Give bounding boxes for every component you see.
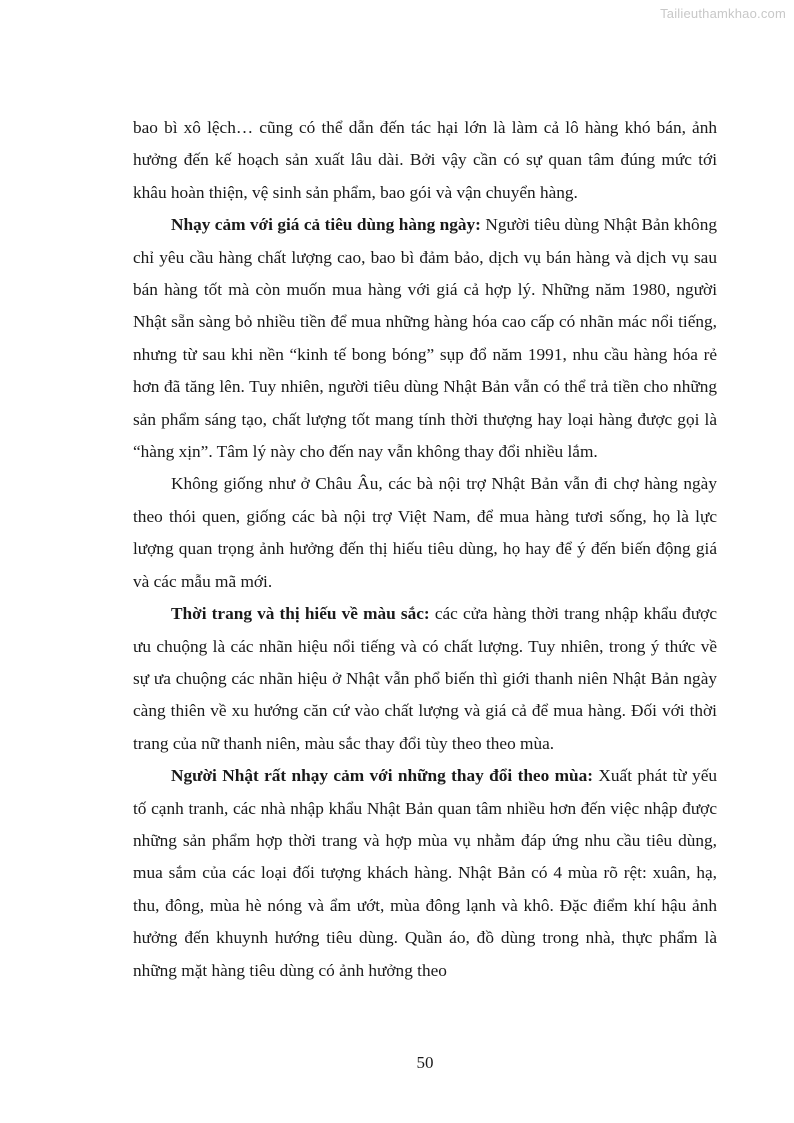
watermark-text: Tailieuthamkhao.com [660,6,786,21]
paragraph-price-sensitivity [133,209,717,468]
paragraph-seasonal-changes [133,760,717,987]
paragraph-text: bao bì xô lệch… cũng có thể dẫn đến tác hại lớn là làm cả lô hàng khó bán, ảnh hưởng đến kế hoạch sản xuất lâu dài. Bởi vậy cần có sự quan tâm đúng mức tới khâu hoàn thiện, vệ sinh sản phẩm, bao gói và vận chuyển hàng. [133,118,717,202]
paragraph-heading: Nhạy cảm với giá cả tiêu dùng hàng ngày: [171,215,481,235]
paragraph-heading: Thời trang và thị hiếu về màu sắc: [171,604,430,624]
paragraph-fashion-colors [133,598,717,760]
paragraph-text: Xuất phát từ yếu tố cạnh tranh, các nhà nhập khẩu Nhật Bản quan tâm nhiều hơn đến việc nhập được những sản phẩm hợp thời trang và hợp mùa vụ nhằm đáp ứng nhu cầu tiêu dùng, mua sắm của các loại đối tượng khách hàng. Nhật Bản có 4 mùa rõ rệt: xuân, hạ, thu, đông, mùa hè nóng và ẩm ướt, mùa đông lạnh và khô. Đặc điểm khí hậu ảnh hưởng đến khuynh hướng tiêu dùng. Quần áo, đồ dùng trong nhà, thực phẩm là những mặt hàng tiêu dùng có ảnh hưởng theo [133,766,717,980]
page-number: 50 [416,1053,434,1072]
paragraph-heading: Người Nhật rất nhạy cảm với những thay đổi theo mùa: [171,766,594,786]
paragraph-continuation [133,112,717,209]
paragraph-text: Không giống như ở Châu Âu, các bà nội trợ Nhật Bản vẫn đi chợ hàng ngày theo thói quen, giống các bà nội trợ Việt Nam, để mua hàng tươi sống, họ là lực lượng quan trọng ảnh hưởng đến thị hiếu tiêu dùng, họ hay để ý đến biến động giá và các mẫu mã mới. [133,474,717,591]
paragraph-housewives [133,468,717,598]
paragraph-text: Người tiêu dùng Nhật Bản không chỉ yêu cầu hàng chất lượng cao, bao bì đảm bảo, dịch vụ bán hàng và dịch vụ sau bán hàng tốt mà còn muốn mua hàng với giá cả hợp lý. Những năm 1980, người Nhật sẵn sàng bỏ nhiều tiền để mua những hàng hóa cao cấp có nhãn mác nổi tiếng, nhưng từ sau khi nền “kinh tế bong bóng” sụp đổ năm 1991, nhu cầu hàng hóa rẻ hơn đã tăng lên. Tuy nhiên, người tiêu dùng Nhật Bản vẫn có thể trả tiền cho những sản phẩm sáng tạo, chất lượng tốt mang tính thời thượng hay loại hàng được gọi là “hàng xịn”. Tâm lý này cho đến nay vẫn không thay đổi nhiều lắm. [133,215,717,462]
document-body [133,112,717,987]
paragraph-text: các cửa hàng thời trang nhập khẩu được ưu chuộng là các nhãn hiệu nổi tiếng và có chất lượng. Tuy nhiên, trong ý thức về sự ưa chuộng các nhãn hiệu ở Nhật vẫn phổ biến thì giới thanh niên Nhật Bản ngày càng thiên về xu hướng căn cứ vào chất lượng và giá cả để mua hàng. Đối với thời trang của nữ thanh niên, màu sắc thay đổi tùy theo theo mùa. [133,604,717,753]
